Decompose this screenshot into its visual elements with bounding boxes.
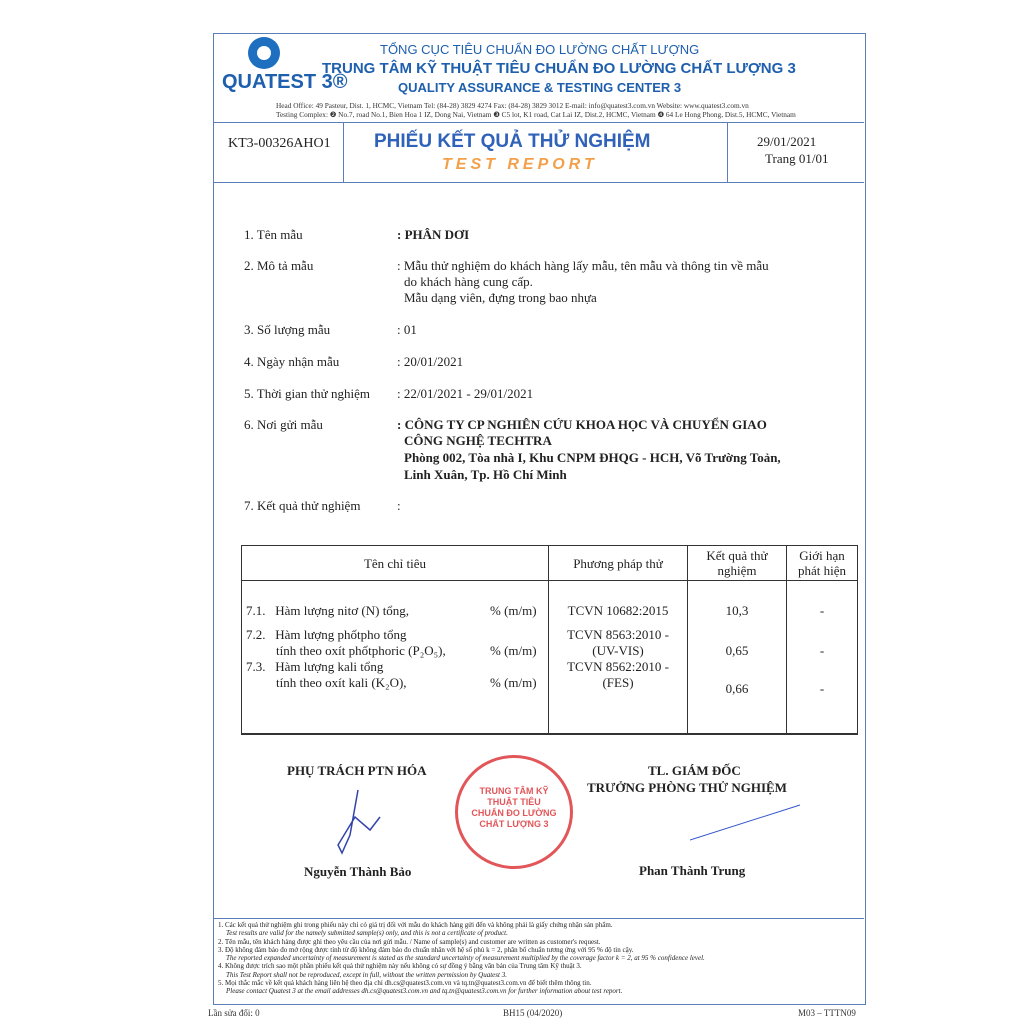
col-header: Tên chỉ tiêu — [242, 546, 549, 581]
right-signer-title2: TRƯỞNG PHÒNG THỬ NGHIỆM — [587, 780, 787, 795]
field-value: : 01 — [397, 322, 417, 337]
revision: Lần sửa đổi: 0 — [208, 1008, 260, 1018]
row-result: 0,66 — [725, 681, 749, 696]
row-name: tính theo oxít kali (K₂O), — [276, 675, 407, 690]
field-value: : 20/01/2021 — [397, 354, 464, 369]
field-label: 5. Thời gian thử nghiệm — [244, 386, 370, 401]
right-signer-title1: TL. GIÁM ĐỐC — [648, 763, 741, 778]
row-unit: % (m/m) — [490, 603, 537, 618]
row-limit: - — [819, 681, 825, 696]
row-unit: % (m/m) — [490, 675, 537, 690]
row-method: TCVN 10682:2015 — [567, 603, 669, 618]
row-method: (UV-VIS) — [592, 643, 644, 658]
field-label: 2. Mô tả mẫu — [244, 258, 314, 273]
report-subtitle: TEST REPORT — [442, 156, 598, 173]
report-date: 29/01/2021 — [757, 134, 817, 149]
head-office: Head Office: 49 Pasteur, Dist. 1, HCMC, Vietnam Tel: (84-28) 3829 4274 Fax: (84-28) 3829 3012 E-mail: info@quatest3.com.vn Website: www.quatest3.com.vn — [276, 101, 749, 110]
table-row — [242, 581, 858, 734]
field-value: : 22/01/2021 - 29/01/2021 — [397, 386, 534, 401]
row-name: tính theo oxít phốtphoric (P₂O₅), — [276, 643, 446, 658]
field-value: Mẫu dạng viên, đựng trong bao nhựa — [404, 290, 597, 305]
row-no: 7.3. — [246, 659, 266, 674]
left-signer-title: PHỤ TRÁCH PTN HÓA — [287, 763, 427, 778]
field-value: CÔNG NGHỆ TECHTRA — [404, 433, 552, 448]
field-value: : — [397, 498, 401, 513]
official-stamp — [455, 755, 573, 869]
col-header: Giới hạn phát hiện — [787, 546, 858, 581]
field-value: Linh Xuân, Tp. Hồ Chí Minh — [404, 467, 567, 482]
field-value: do khách hàng cung cấp. — [404, 274, 533, 289]
report-title: PHIẾU KẾT QUẢ THỬ NGHIỆM — [374, 131, 651, 152]
row-result: 0,65 — [725, 643, 749, 658]
row-name: Hàm lượng kali tổng — [275, 659, 384, 674]
divider — [343, 122, 344, 182]
notes-section — [214, 918, 864, 1003]
row-limit: - — [819, 603, 825, 618]
row-method: (FES) — [602, 675, 634, 690]
testing-complex: Testing Complex: ❷ No.7, road No.1, Bien Hoa 1 IZ, Dong Nai, Vietnam ❸ C5 lot, K1 road, Cat Lai IZ, Dist.2, HCMC, Vietnam ❹ 64 Le Hong Phong, Dist.5, HCMC, Vietnam — [276, 110, 796, 119]
note-en: This Test Report shall not be reproduced, except in full, without the written permission by Quatest 3. — [226, 970, 507, 979]
results-table — [241, 545, 858, 735]
note-en: The reported expanded uncertainty of measurement is stated as the standard uncertainty of measurement multiplied by the coverage factor k = 2, at 95 % confidence level. — [226, 954, 705, 963]
row-method: TCVN 8562:2010 - — [567, 659, 669, 674]
doc-code: M03 – TTTN09 — [798, 1008, 856, 1018]
quatest-logo-icon — [248, 37, 280, 69]
note-en: Please contact Quatest 3 at the email addresses dh.cs@quatest3.com.vn and tq.tn@quatest3.com.vn for further information about test report. — [226, 987, 623, 996]
divider — [727, 122, 728, 182]
page-number: Trang 01/01 — [765, 151, 829, 166]
logo-text: QUATEST 3® — [222, 71, 348, 93]
row-result: 10,3 — [725, 603, 749, 618]
header-line2: TRUNG TÂM KỸ THUẬT TIÊU CHUẨN ĐO LƯỜNG CHẤT LƯỢNG 3 — [322, 60, 796, 77]
right-signer-name: Phan Thành Trung — [639, 863, 746, 878]
field-label: 4. Ngày nhận mẫu — [244, 354, 340, 369]
note: 1. Các kết quả thử nghiệm ghi trong phiếu này chỉ có giá trị đối với mẫu do khách hàng gửi đến và không phải là giấy chứng nhận sản phẩm. — [218, 921, 613, 929]
note-en: Test results are valid for the namely submitted sample(s) only, and this is not a certificate of product. — [226, 929, 508, 938]
note: 5. Mọi thắc mắc về kết quả khách hàng liên hệ theo địa chỉ dh.cs@quatest3.com.vn và tq.tn@quatest3.com.vn để biết thêm thông tin. — [218, 979, 592, 988]
note: 3. Độ không đảm bảo đo mở rộng được tính từ độ không đảm bảo đo chuẩn nhân với hệ số phủ k = 2, phân bố chuẩn tương ứng với 95 % độ tin cậy. — [218, 945, 634, 954]
header-line3: QUALITY ASSURANCE & TESTING CENTER 3 — [398, 80, 682, 95]
stamp-text: TRUNG TÂM KỸ THUẬT TIÊU CHUẨN ĐO LƯỜNG CHẤT LƯỢNG 3 — [471, 786, 557, 829]
form-code: BH15 (04/2020) — [503, 1008, 563, 1018]
field-value: : Mẫu thử nghiệm do khách hàng lấy mẫu, tên mẫu và thông tin về mẫu — [397, 258, 769, 273]
row-name: Hàm lượng phốtpho tổng — [275, 627, 407, 642]
left-signer-name: Nguyễn Thành Bảo — [304, 864, 412, 879]
field-label: 3. Số lượng mẫu — [244, 322, 331, 337]
report-code: KT3-00326AHO1 — [228, 136, 331, 151]
field-label: 6. Nơi gửi mẫu — [244, 417, 323, 432]
field-value: Phòng 002, Tòa nhà I, Khu CNPM ĐHQG - HCH, Võ Trường Toản, — [404, 450, 781, 465]
signature-right-icon — [690, 800, 810, 850]
row-unit: % (m/m) — [490, 643, 537, 658]
field-label: 1. Tên mẫu — [244, 227, 303, 242]
row-limit: - — [819, 643, 825, 658]
col-header: Phương pháp thử — [549, 546, 688, 581]
note: 4. Không được trích sao một phần phiếu kết quả thử nghiệm này nếu không có sự đồng ý bằng văn bản của Trung tâm Kỹ thuật 3. — [218, 962, 582, 971]
signature-left-icon — [320, 785, 390, 860]
row-method: TCVN 8563:2010 - — [567, 627, 669, 642]
row-name: Hàm lượng nitơ (N) tổng, — [275, 603, 410, 618]
field-label: 7. Kết quả thử nghiệm — [244, 498, 361, 513]
note: 2. Tên mẫu, tên khách hàng được ghi theo yêu cầu của nơi gửi mẫu. / Name of sample(s) and customer are written as customer's request. — [218, 937, 601, 946]
header-line1: TỔNG CỤC TIÊU CHUẨN ĐO LƯỜNG CHẤT LƯỢNG — [380, 42, 700, 57]
field-value: : PHÂN DƠI — [397, 227, 470, 242]
col-header: Kết quả thử nghiệm — [688, 546, 787, 581]
row-no: 7.2. — [246, 627, 266, 642]
field-value: : CÔNG TY CP NGHIÊN CỨU KHOA HỌC VÀ CHUYỂN GIAO — [397, 417, 767, 432]
row-no: 7.1. — [246, 603, 266, 618]
